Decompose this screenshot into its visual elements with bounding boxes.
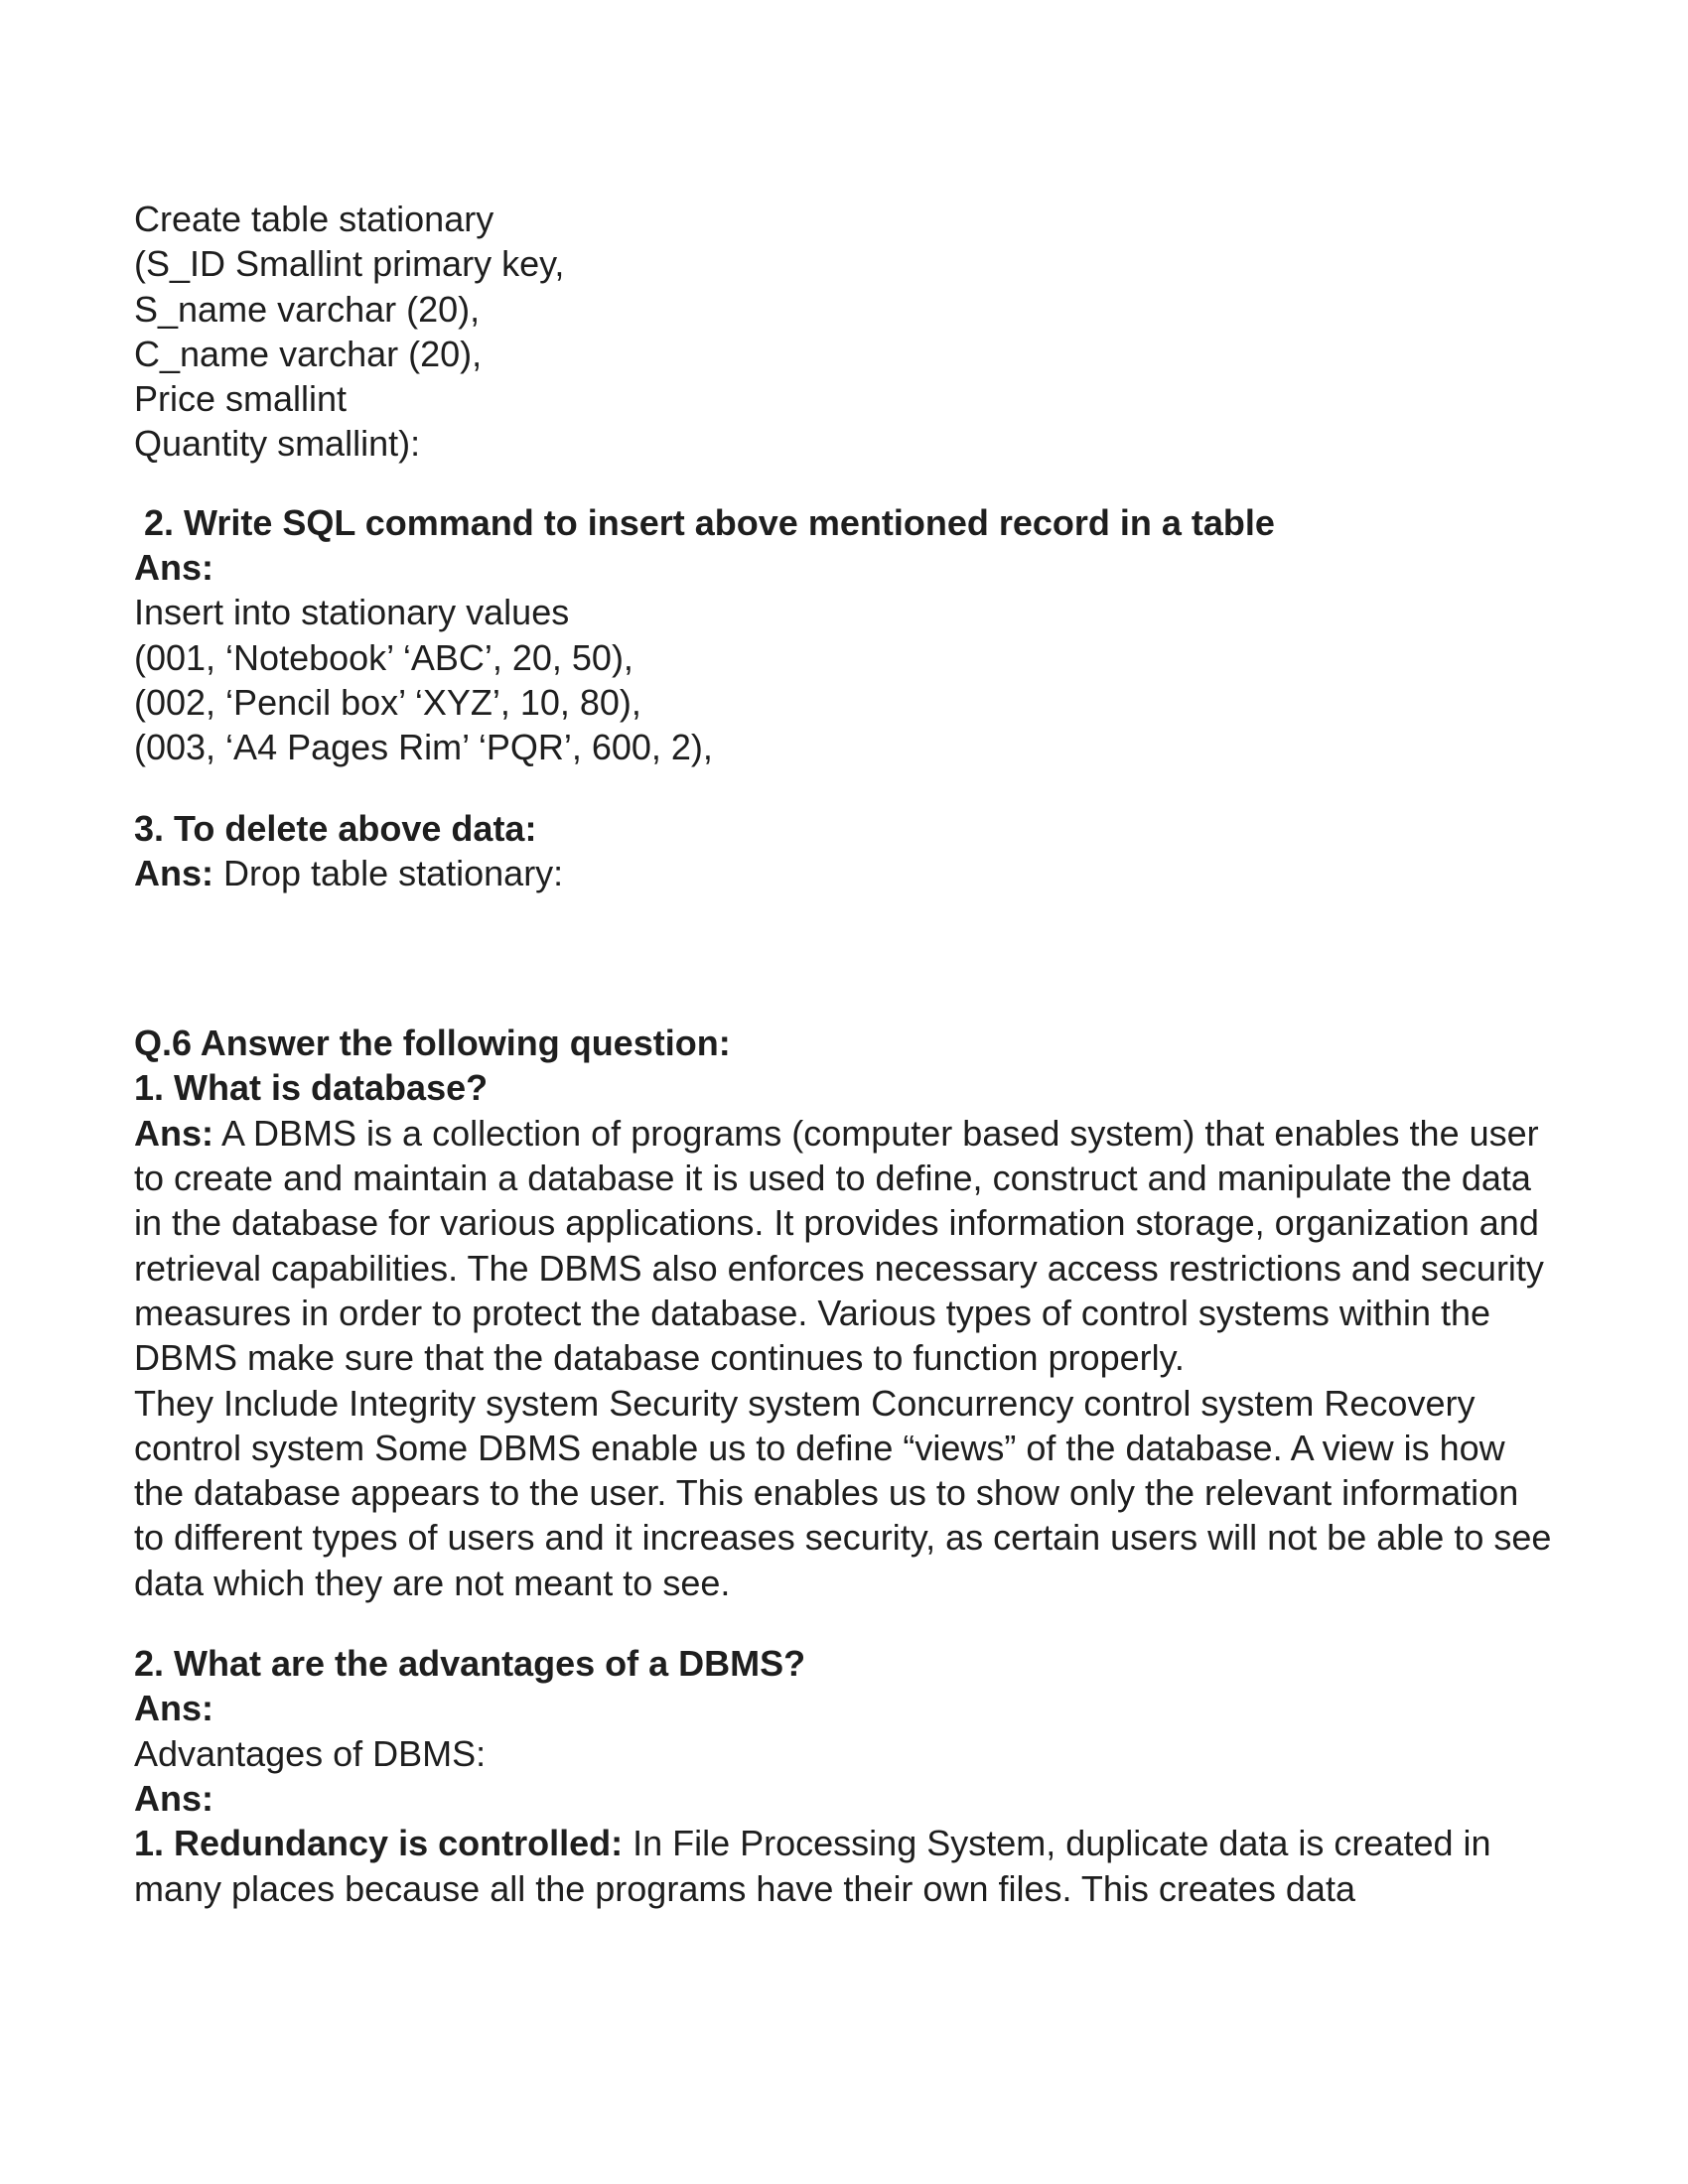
code-line: (001, ‘Notebook’ ‘ABC’, 20, 50), (134, 636, 633, 678)
code-line: Insert into stationary values (134, 592, 570, 633)
question-2-section (134, 500, 1554, 770)
question-heading: 1. What is database? (134, 1067, 489, 1109)
answer-paragraph (134, 1111, 1554, 1381)
document-page (134, 197, 1554, 1911)
answer-label: Ans: (134, 547, 213, 589)
code-line: S_name varchar (20), (134, 288, 481, 330)
create-table-block (134, 197, 1554, 467)
advantages-title: Advantages of DBMS: (134, 1732, 487, 1774)
code-line: (S_ID Smallint primary key, (134, 243, 565, 285)
code-line: (002, ‘Pencil box’ ‘XYZ’, 10, 80), (134, 681, 641, 723)
question-3-section (134, 806, 1554, 896)
code-line: Create table stationary (134, 199, 494, 239)
answer-label: Ans: (134, 1777, 213, 1819)
advantage-point (134, 1821, 1554, 1911)
answer-text: A DBMS is a collection of programs (computer based system) that enables the user to create and maintain a database it is used to define, construct and manipulate the data in the database for various applications. It provides information storage, organization and retrieval capabilities. The DBMS also enforces necessary access restrictions and security measures in order to protect the database. Various types of control systems within the DBMS make sure that the database continues to function properly. (134, 1112, 1544, 1379)
answer-label: Ans: (134, 1112, 213, 1154)
advantage-point-text: In File Processing System, duplicate data is created in many places because all the programs have their own files. This creates data (134, 1823, 1491, 1909)
section-heading: Q.6 Answer the following question: (134, 1023, 731, 1064)
question-heading: 2. Write SQL command to insert above mentioned record in a table (144, 501, 1275, 543)
answer-label: Ans: (134, 1688, 213, 1729)
code-line: Price smallint (134, 378, 348, 420)
answer-line (134, 851, 1554, 895)
question-heading: 3. To delete above data: (134, 807, 537, 849)
answer-text: Drop table stationary: (213, 852, 564, 893)
question-6-section (134, 1021, 1554, 1911)
code-line: (003, ‘A4 Pages Rim’ ‘PQR’, 600, 2), (134, 727, 713, 768)
answer-label: Ans: (134, 852, 213, 893)
code-line: Quantity smallint): (134, 423, 421, 465)
answer-paragraph: They Include Integrity system Security system Concurrency control system Recovery control system Some DBMS enable us to define “views” of the database. A view is how the database appears to the user. This enables us to show only the relevant information to different types of users and it increases security, as certain users will not be able to see data which they are not meant to see. (134, 1382, 1552, 1603)
question-heading: 2. What are the advantages of a DBMS? (134, 1643, 806, 1685)
advantage-point-label: 1. Redundancy is controlled: (134, 1823, 624, 1864)
code-line: C_name varchar (20), (134, 333, 483, 374)
